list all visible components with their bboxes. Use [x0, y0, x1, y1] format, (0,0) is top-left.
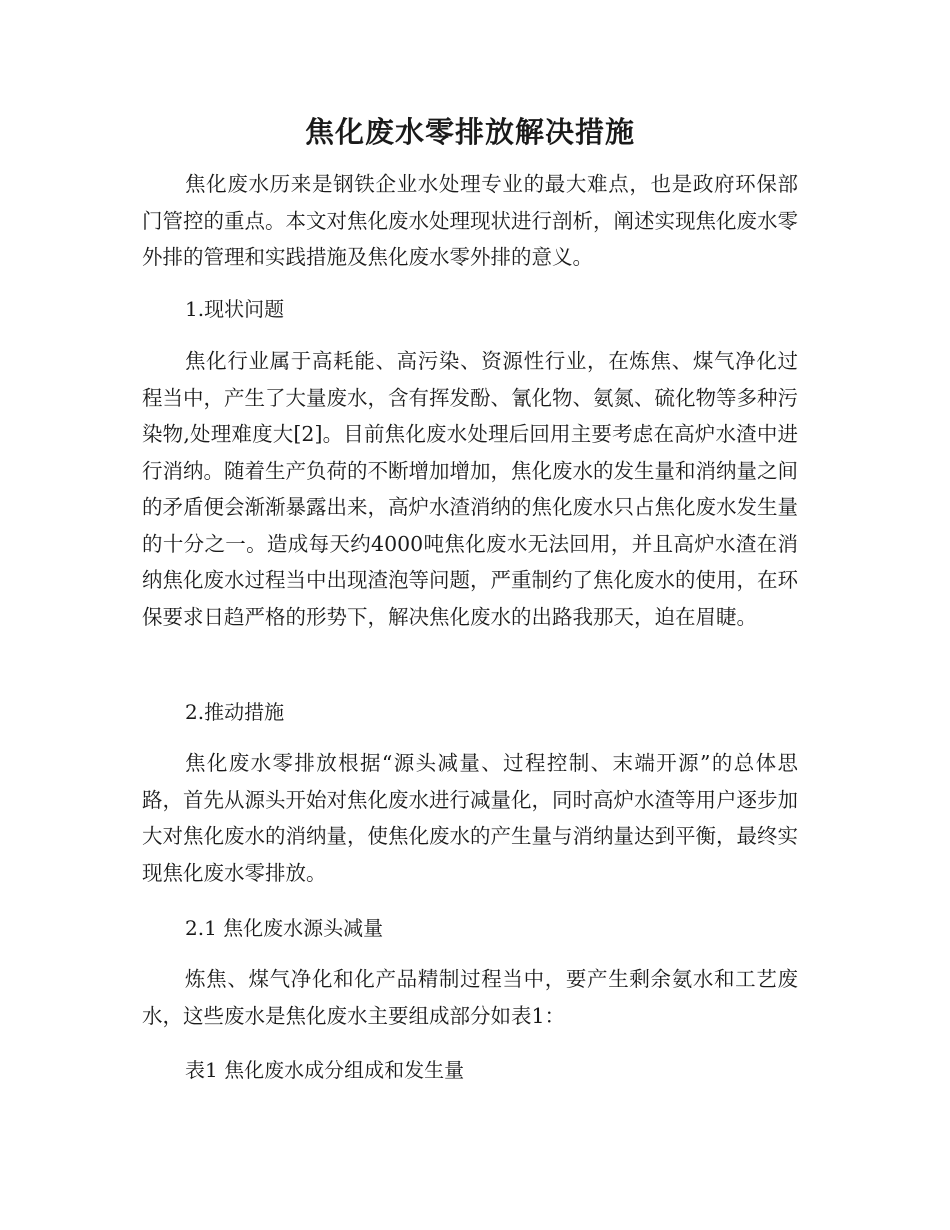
section-2-1-paragraph: 炼焦、煤气净化和化产品精制过程当中，要产生剩余氨水和工艺废水，这些废水是焦化废水主要组成部分如表1： [142, 967, 798, 1028]
section-2-heading: 2.推动措施 [185, 700, 285, 724]
document-title: 焦化废水零排放解决措施 [304, 115, 635, 149]
intro-paragraph: 焦化废水历来是钢铁企业水处理专业的最大难点，也是政府环保部门管控的重点。本文对焦化废水处理现状进行剖析，阐述实现焦化废水零外排的管理和实践措施及焦化废水零外排的意义。 [142, 172, 798, 269]
section-2-paragraph: 焦化废水零排放根据“源头减量、过程控制、末端开源”的总体思路，首先从源头开始对焦化废水进行减量化，同时高炉水渣等用户逐步加大对焦化废水的消纳量，使焦化废水的产生量与消纳量达到平衡，最终实现焦化废水零排放。 [142, 751, 798, 885]
section-2-1-heading: 2.1 焦化废水源头减量 [185, 916, 384, 940]
section-1-paragraph: 焦化行业属于高耗能、高污染、资源性行业，在炼焦、煤气净化过程当中，产生了大量废水，含有挥发酚、氰化物、氨氮、硫化物等多种污染物,处理难度大[2]。目前焦化废水处理后回用主要考虑在高炉水渣中进行消纳。随着生产负荷的不断增加增加，焦化废水的发生量和消纳量之间的矛盾便会渐渐暴露出来，高炉水渣消纳的焦化废水只占焦化废水发生量的十分之一。造成每天约4000吨焦化废水无法回用，并且高炉水渣在消纳焦化废水过程当中出现渣泡等问题，严重制约了焦化废水的使用，在环保要求日趋严格的形势下，解决焦化废水的出路我那天，迫在眉睫。 [142, 349, 798, 629]
table-1-caption: 表1 焦化废水成分组成和发生量 [185, 1058, 465, 1082]
section-1-heading: 1.现状问题 [185, 297, 285, 321]
